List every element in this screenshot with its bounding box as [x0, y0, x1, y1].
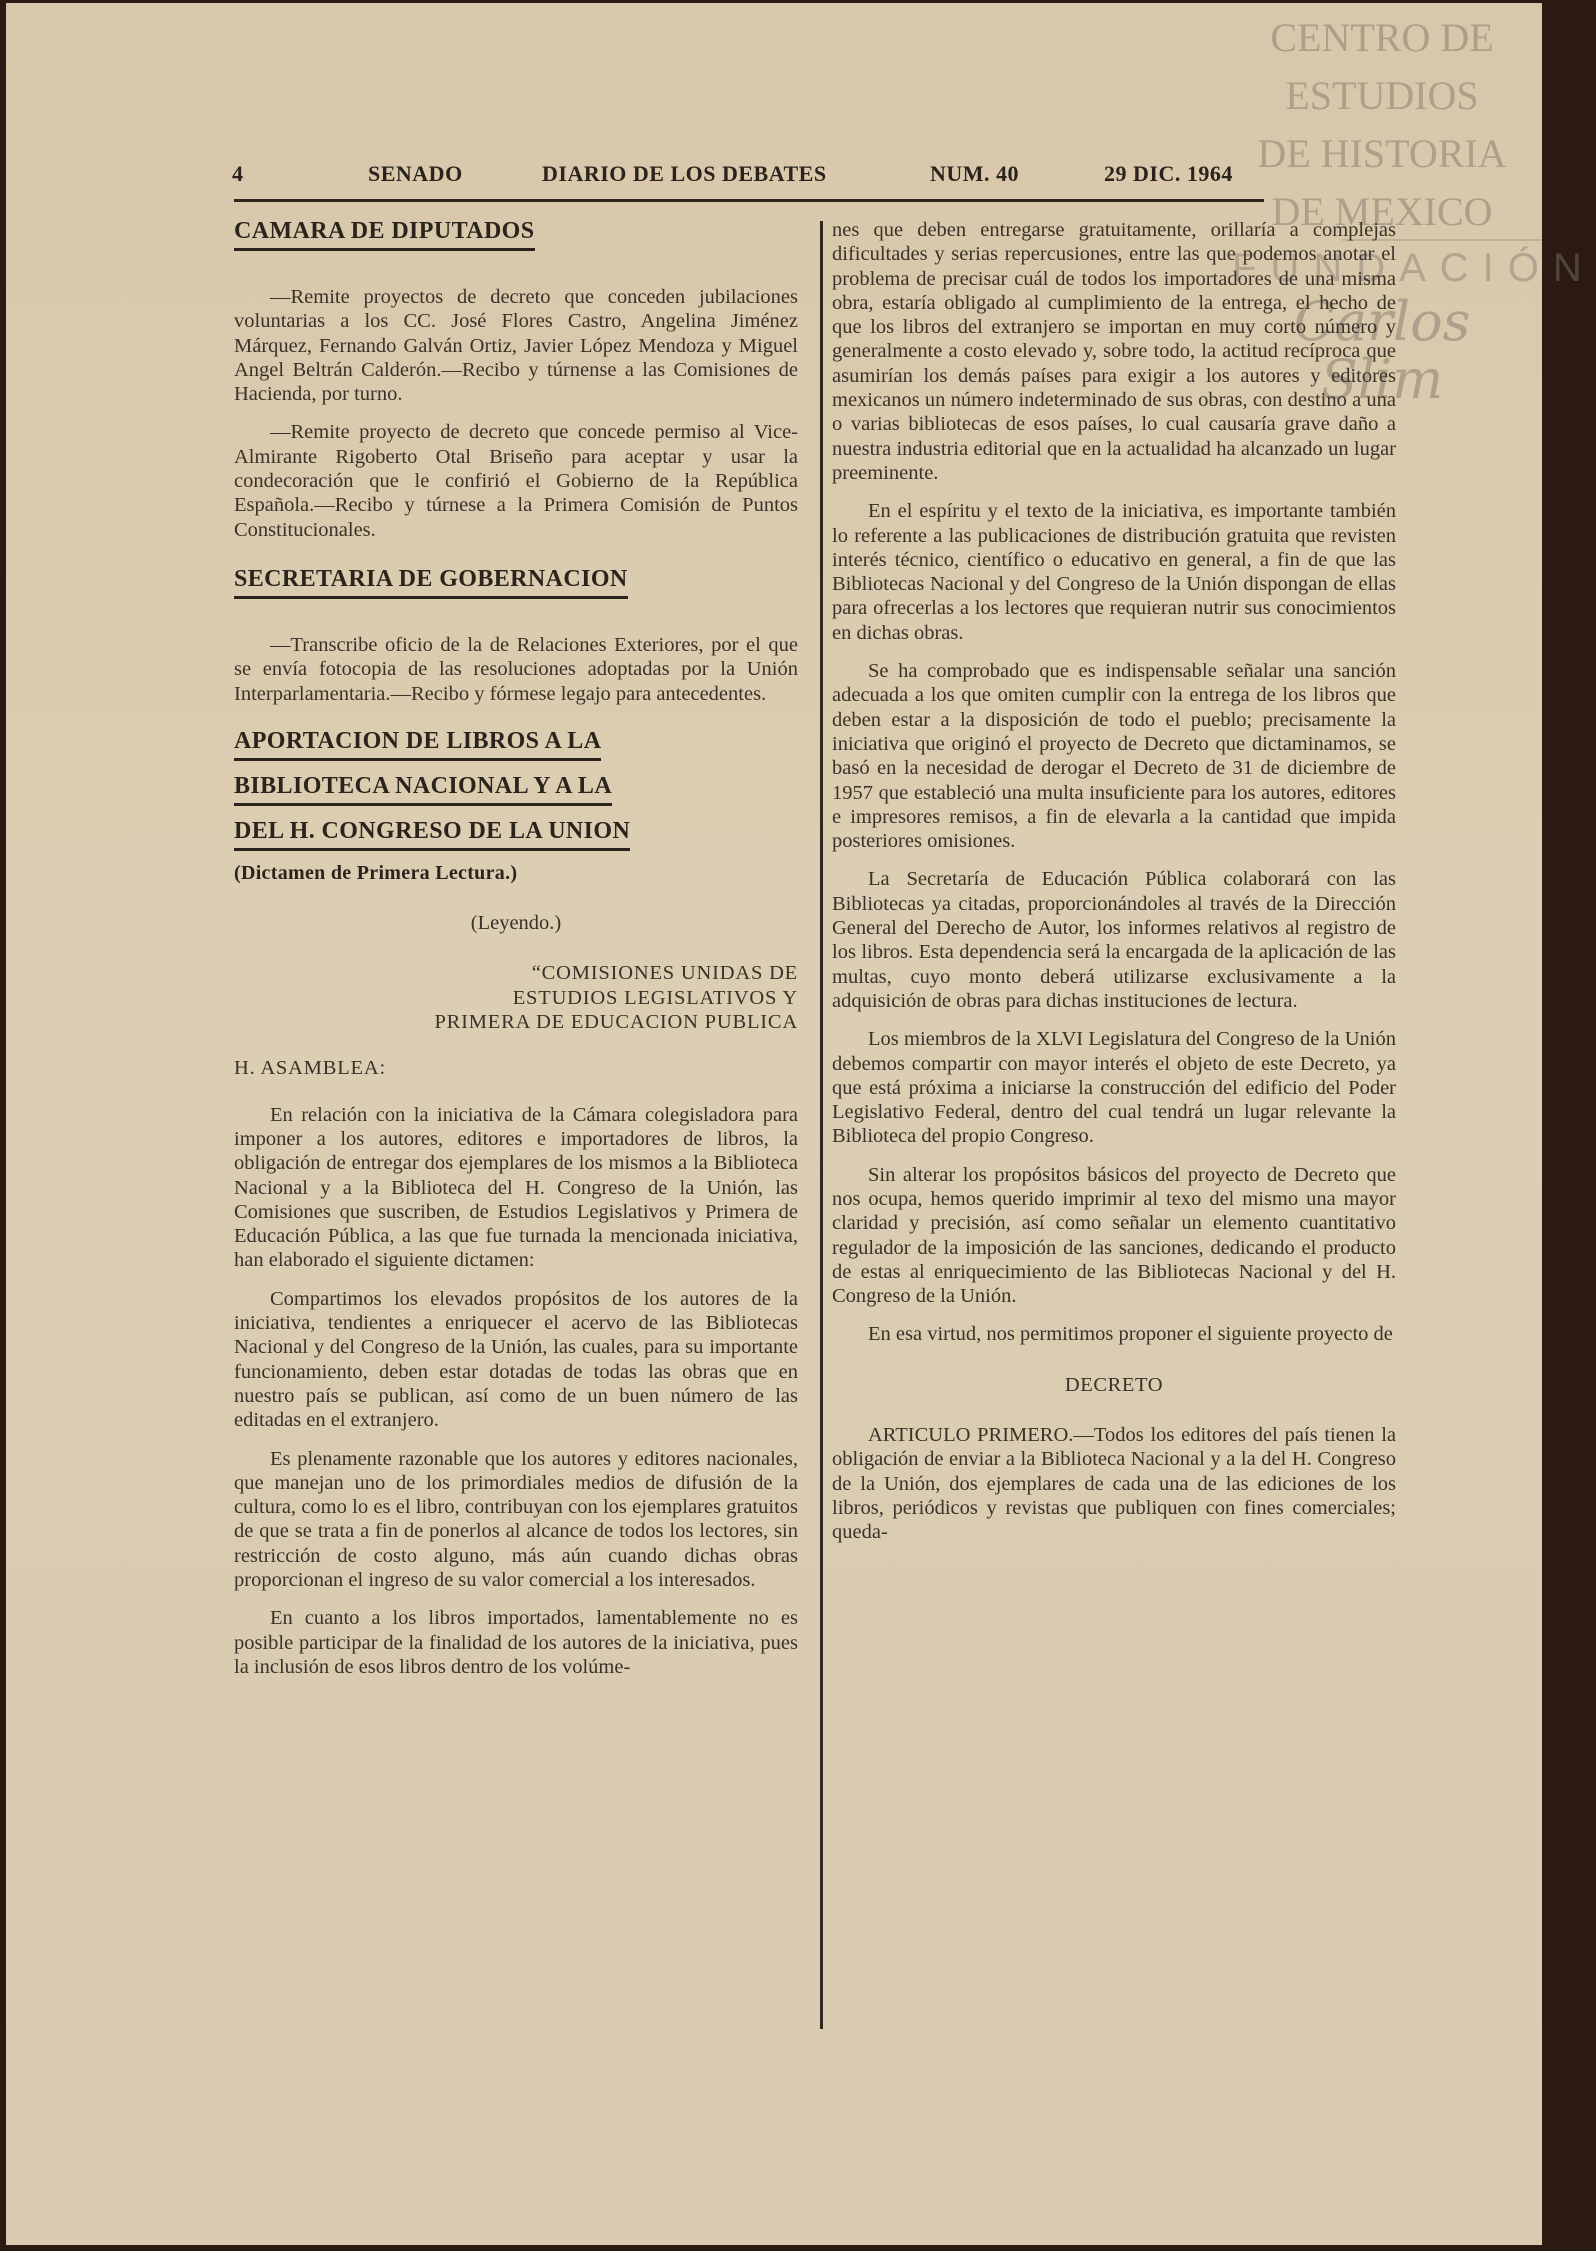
dictamen-label: (Dictamen de Primera Lectura.) [234, 861, 518, 884]
issue-number: NUM. 40 [930, 161, 1020, 186]
paragraph: Es plenamente razonable que los autores y editores nacionales, que manejan uno de los primordiales medios de difusión de la cultura, como lo es el libro, contribuyan con los ejemplares gratuitos de que se trata a fin de ponerlos al alcance de todos los lectores, sin restricción de costo alguno, más aún cuando dichas obras proporcionan el ingreso de su valor comercial a los interesados. [234, 1447, 798, 1591]
paragraph: —Remite proyecto de decreto que concede permiso al Vice-Almirante Rigoberto Otal Briseño para aceptar y usar la condecoración que le confirió el Gobierno de la República Española.—Recibo y túrnese a la Primera Comisión de Puntos Constitucionales. [234, 421, 798, 541]
salutation: H. ASAMBLEA: [234, 1057, 386, 1080]
comisiones-line-3: PRIMERA DE EDUCACION PUBLICA [434, 1011, 798, 1034]
comisiones-line-1: “COMISIONES UNIDAS DE [531, 962, 798, 985]
chamber-name: SENADO [368, 161, 463, 186]
left-column [234, 218, 798, 1679]
issue-date: 29 DIC. 1964 [1104, 161, 1233, 186]
paragraph: En el espíritu y el texto de la iniciativa, es importante también lo referente a las publicaciones de distribución gratuita que revisten interés técnico, científico o educativo en general, a fin de que las Bibliotecas Nacional y del Congreso de la Unión dispongan de ellas para ofrecerlas a los lectores que requieran nutrir sus conocimientos en dichas obras. [832, 500, 1396, 644]
watermark-signature: Carlos Slim [1293, 290, 1471, 411]
watermark-line-1: CENTRO DE [1270, 15, 1494, 60]
paragraph: En relación con la iniciativa de la Cámara colegisladora para imponer a los autores, editores e importadores de libros, la obligación de entregar dos ejemplares de los mismos a la Biblioteca Nacional y a la Biblioteca del H. Congreso de la Unión, las Comisiones que suscriben, de Estudios Legislativos y Primera de Educación Pública, a las que fue turnada la mencionada iniciativa, han elaborado el siguiente dictamen: [234, 1103, 798, 1272]
paragraph: Compartimos los elevados propósitos de los autores de la iniciativa, tendientes a enriquecer el acervo de las Bibliotecas Nacional y del Congreso de la Unión, las cuales, para su importante funcionamiento, deben estar dotadas de todas las obras que en nuestro país se publican, así como de un buen número de las editadas en el extranjero. [234, 1287, 798, 1432]
section-heading-aportacion-1: APORTACION DE LIBROS A LA [234, 728, 601, 761]
paragraph: Los miembros de la XLVI Legislatura del Congreso de la Unión debemos compartir con mayor interés el objeto de este Decreto, ya que está próxima a iniciarse la construcción del edificio del Poder Legislativo Federal, dentro del cual tendrá un lugar relevante la Biblioteca del propio Congreso. [832, 1028, 1396, 1148]
watermark-line-4: DE MEXICO [1271, 189, 1493, 234]
running-head [6, 161, 1542, 191]
paragraph: —Remite proyectos de decreto que conceden jubilaciones voluntarias a los CC. José Flores Castro, Angelina Jiménez Márquez, Fernando Galván Ortiz, Javier López Mendoza y Miguel Angel Beltrán Calderón.—Recibo y túrnense a las Comisiones de Hacienda, por turno. [234, 286, 798, 406]
section-heading-aportacion-3: DEL H. CONGRESO DE LA UNION [234, 818, 630, 851]
decreto-title: DECRETO [1064, 1373, 1164, 1396]
page-number: 4 [232, 161, 244, 186]
paragraph: Se ha comprobado que es indispensable señalar una sanción adecuada a los que omiten cumplir con la entrega de los libros que deben estar a la disposición de todo el pueblo; precisamente la iniciativa que originó el proyecto de Decreto que dictaminamos, se basó en la necesidad de derogar el Decreto de 31 de diciembre de 1957 que estableció una multa insuficiente para los autores, editores e impresores remisos, a fin de elevarla a la cantidad que impida posteriores omisiones. [832, 660, 1396, 853]
paragraph: Sin alterar los propósitos básicos del proyecto de Decreto que nos ocupa, hemos querido imprimir al texo del mismo una mayor claridad y precisión, así como señalar un elemento cuantitativo regulador de la imposición de las sanciones, dedicando el producto de estas al enriquecimiento de las Bibliotecas Nacional y del H. Congreso de la Unión. [832, 1163, 1396, 1308]
watermark-fundacion: FUNDACIÓN [1232, 246, 1596, 290]
column-divider [820, 221, 823, 2029]
section-heading-aportacion-2: BIBLIOTECA NACIONAL Y A LA [234, 773, 612, 806]
paragraph: —Transcribe oficio de la de Relaciones Exteriores, por el que se envía fotocopia de las resoluciones adoptadas por la Unión Interparlamentaria.—Recibo y fórmese legajo para antecedentes. [234, 633, 798, 705]
article-paragraph: ARTICULO PRIMERO.—Todos los editores del país tienen la obligación de enviar a la Biblioteca Nacional y a la del H. Congreso de la Unión, dos ejemplares de cada una de las ediciones de los libros, periódicos y revistas que publiquen con fines comerciales; queda- [832, 1424, 1396, 1544]
publication-title: DIARIO DE LOS DEBATES [542, 161, 827, 186]
section-heading-camara: CAMARA DE DIPUTADOS [234, 218, 535, 251]
scanned-page [6, 3, 1596, 2245]
comisiones-line-2: ESTUDIOS LEGISLATIVOS Y [512, 986, 798, 1009]
section-heading-gobernacion: SECRETARIA DE GOBERNACION [234, 566, 628, 599]
header-rule [234, 199, 1264, 202]
watermark-line-3: DE HISTORIA [1257, 131, 1507, 176]
right-column [832, 218, 1396, 1545]
leyendo-note: (Leyendo.) [470, 912, 562, 935]
paragraph: En esa virtud, nos permitimos proponer el siguiente proyecto de [868, 1323, 1393, 1346]
paragraph: nes que deben entregarse gratuitamente, orillaría a complejas dificultades y serias repercusiones, entre las que podemos anotar el problema de precisar cuál de todos los importadores de una misma obra, estaría obligado al cumplimiento de la entrega, el hecho de que los libros del extranjero se importan en muy corto número y generalmente a costo elevado y, sobre todo, la actitud recíproca que asumirían los demás países para exigir a los autores y editores mexicanos un número indeterminado de sus obras, con destino a una o varias bibliotecas de esos países, lo cual causaría grave daño a nuestra industria editorial que en la actualidad ha alcanzado un lugar preeminente. [832, 219, 1396, 484]
watermark-line-2: ESTUDIOS [1285, 73, 1479, 118]
paragraph: En cuanto a los libros importados, lamentablemente no es posible participar de la finalidad de los autores de la iniciativa, pues la inclusión de esos libros dentro de los volúme- [234, 1607, 798, 1678]
paragraph: La Secretaría de Educación Pública colaborará con las Bibliotecas ya citadas, proporcionándoles al través de la Dirección General del Derecho de Autor, los informes relativos al registro de los libros. Esta dependencia será la encargada de la aplicación de las multas, cuyo monto deberá utilizarse exclusivamente a la adquisición de obras para dichas instituciones de lectura. [832, 868, 1396, 1012]
